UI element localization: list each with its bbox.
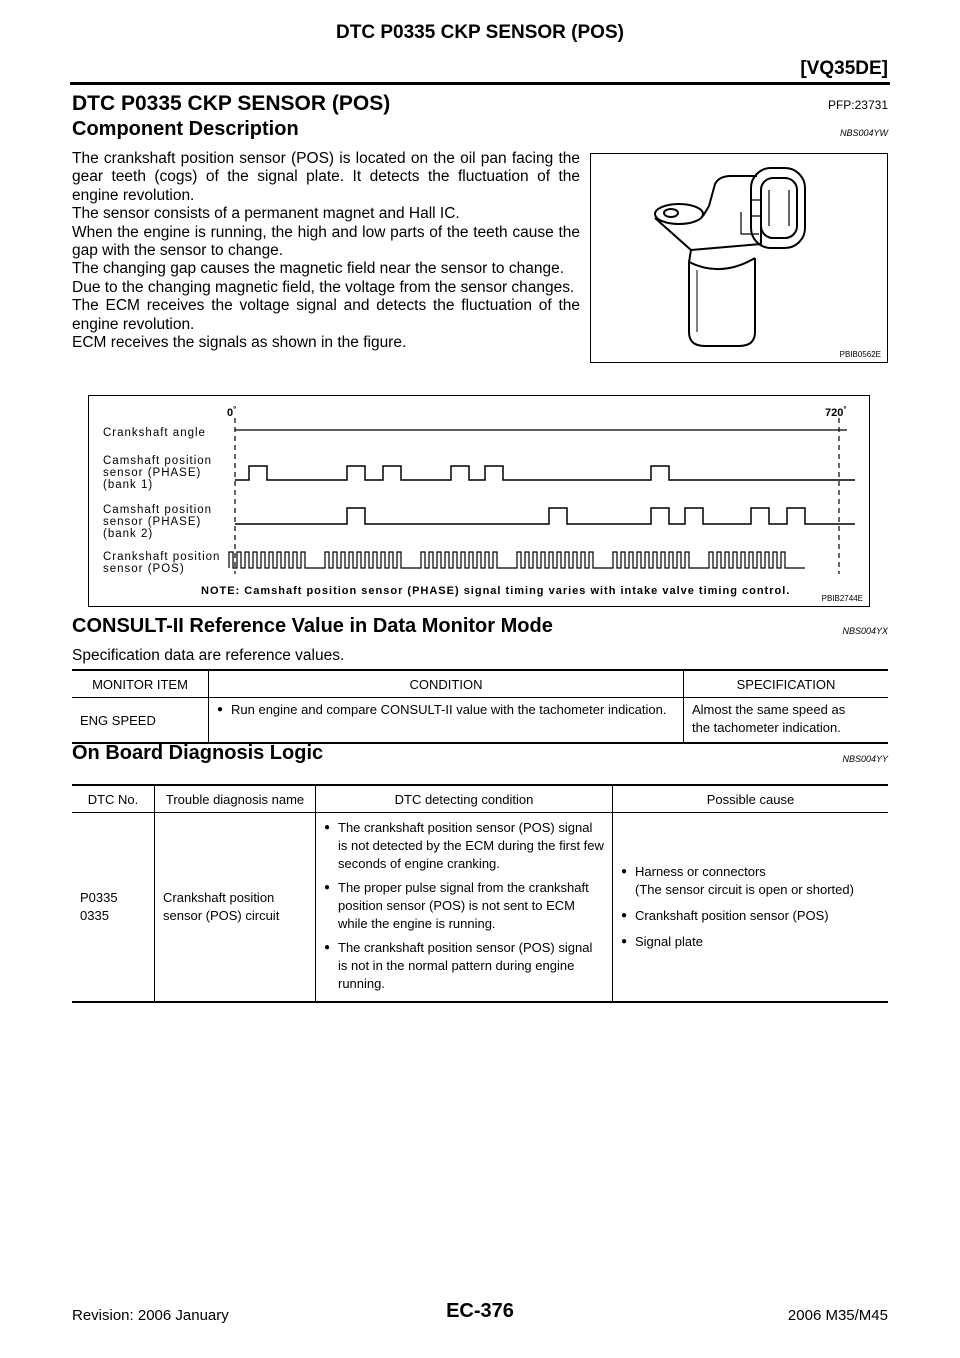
component-description-heading: Component Description bbox=[72, 118, 299, 140]
paragraph: ECM receives the signals as shown in the figure. bbox=[72, 334, 407, 352]
col-possible-cause: Possible cause bbox=[613, 785, 889, 813]
consult-code: NBS004YX bbox=[842, 626, 888, 636]
consult-heading: CONSULT-II Reference Value in Data Monitor Mode bbox=[72, 615, 553, 637]
phase-bank1-signal bbox=[235, 466, 855, 480]
spec-note: Specification data are reference values. bbox=[72, 647, 345, 664]
table-row bbox=[72, 813, 888, 1003]
detecting-condition-cell bbox=[316, 813, 613, 1003]
label-crankshaft-angle: Crankshaft angle bbox=[103, 427, 206, 439]
cause-item: ● Signal plate bbox=[621, 933, 880, 951]
page-number: EC-376 bbox=[446, 1300, 514, 1322]
col-monitor-item: MONITOR ITEM bbox=[92, 676, 188, 692]
specification-cell bbox=[684, 698, 889, 744]
cause-item-detail: (The sensor circuit is open or shorted) bbox=[635, 882, 854, 897]
monitor-item: ENG SPEED bbox=[80, 712, 156, 728]
waveform-note: NOTE: Camshaft position sensor (PHASE) signal timing varies with intake valve timing control. bbox=[201, 585, 791, 597]
revision-date: Revision: 2006 January bbox=[72, 1307, 229, 1324]
angle-end-label: 720° bbox=[825, 405, 847, 419]
phase-bank2-signal bbox=[235, 508, 855, 524]
dtc-cell bbox=[72, 813, 155, 1003]
label-line: Camshaft position bbox=[103, 504, 213, 516]
condition-cell bbox=[209, 698, 684, 744]
signal-waveform-figure bbox=[88, 395, 870, 607]
condition-item: ● The proper pulse signal from the crankshaft position sensor (POS) is not sent to ECM while the engine is running. bbox=[324, 879, 604, 933]
spec-line: the tachometer indication. bbox=[692, 720, 841, 735]
paragraph: The crankshaft position sensor (POS) is located on the oil pan facing the gear teeth (cogs) of the signal plate. It detects the fluctuation of the engine revolution. bbox=[72, 150, 580, 204]
dtc-line: P0335 bbox=[80, 890, 118, 905]
label-line: Crankshaft position bbox=[103, 551, 221, 563]
obd-code: NBS004YY bbox=[842, 754, 888, 764]
engine-code: [VQ35DE] bbox=[800, 58, 888, 79]
paragraph: Due to the changing magnetic field, the voltage from the sensor changes. bbox=[72, 278, 575, 296]
name-line: Crankshaft position bbox=[163, 890, 275, 905]
table-row bbox=[72, 698, 888, 744]
table-header-row bbox=[72, 785, 888, 813]
waveform-figure-code: PBIB2744E bbox=[821, 594, 863, 603]
page-title: DTC P0335 CKP SENSOR (POS) bbox=[72, 92, 391, 115]
spec-line: Almost the same speed as bbox=[692, 702, 846, 717]
paragraph: When the engine is running, the high and low parts of the teeth cause the gap with the sensor to change. bbox=[72, 223, 580, 260]
sensor-figure bbox=[590, 153, 888, 363]
trouble-name-cell bbox=[155, 813, 316, 1003]
sensor-figure-code: PBIB0562E bbox=[839, 350, 881, 359]
label-line: (bank 2) bbox=[103, 528, 154, 540]
cause-item: ● Harness or connectors bbox=[621, 863, 880, 881]
paragraph: The changing gap causes the magnetic field near the sensor to change. bbox=[72, 260, 565, 278]
name-line: sensor (POS) circuit bbox=[163, 908, 280, 923]
col-specification: SPECIFICATION bbox=[684, 670, 889, 698]
model-name: 2006 M35/M45 bbox=[787, 1307, 888, 1324]
col-dtc-no: DTC No. bbox=[87, 791, 139, 807]
header-rule bbox=[70, 82, 890, 85]
possible-cause-cell bbox=[613, 813, 889, 1003]
col-condition: CONDITION bbox=[209, 670, 684, 698]
table-header-row bbox=[72, 670, 888, 698]
label-line: sensor (POS) bbox=[103, 563, 185, 575]
paragraph: The ECM receives the voltage signal and detects the fluctuation of the engine revolution. bbox=[72, 297, 580, 333]
obd-heading: On Board Diagnosis Logic bbox=[72, 742, 324, 764]
col-detecting-condition: DTC detecting condition bbox=[316, 785, 613, 813]
pos-signal bbox=[229, 552, 805, 568]
label-line: (bank 1) bbox=[103, 479, 154, 491]
label-phase-bank1 bbox=[103, 455, 212, 491]
label-line: sensor (PHASE) bbox=[103, 467, 202, 479]
consult-table bbox=[72, 669, 888, 744]
condition-item: ● The crankshaft position sensor (POS) signal is not in the normal pattern during engine running. bbox=[324, 939, 604, 993]
cause-item: ● Crankshaft position sensor (POS) bbox=[621, 907, 880, 925]
label-line: sensor (PHASE) bbox=[103, 516, 202, 528]
label-line: Camshaft position bbox=[103, 455, 213, 467]
dtc-line: 0335 bbox=[80, 908, 109, 923]
angle-start-label: 0° bbox=[227, 405, 237, 419]
obd-table bbox=[72, 784, 888, 1003]
component-description-text bbox=[72, 150, 580, 352]
running-header-title: DTC P0335 CKP SENSOR (POS) bbox=[336, 22, 624, 43]
component-description-code: NBS004YW bbox=[839, 128, 888, 138]
label-phase-bank2 bbox=[103, 504, 212, 540]
condition: ● Run engine and compare CONSULT-II value with the tachometer indication. bbox=[217, 701, 675, 719]
paragraph: The sensor consists of a permanent magnet and Hall IC. bbox=[72, 205, 460, 223]
label-pos bbox=[103, 551, 220, 575]
crankshaft-sensor-illustration bbox=[591, 154, 887, 362]
col-trouble-name: Trouble diagnosis name bbox=[155, 785, 316, 813]
condition-item: ● The crankshaft position sensor (POS) signal is not detected by the ECM during the first few seconds of engine cranking. bbox=[324, 819, 604, 873]
pfp-code: PFP:23731 bbox=[827, 98, 888, 112]
